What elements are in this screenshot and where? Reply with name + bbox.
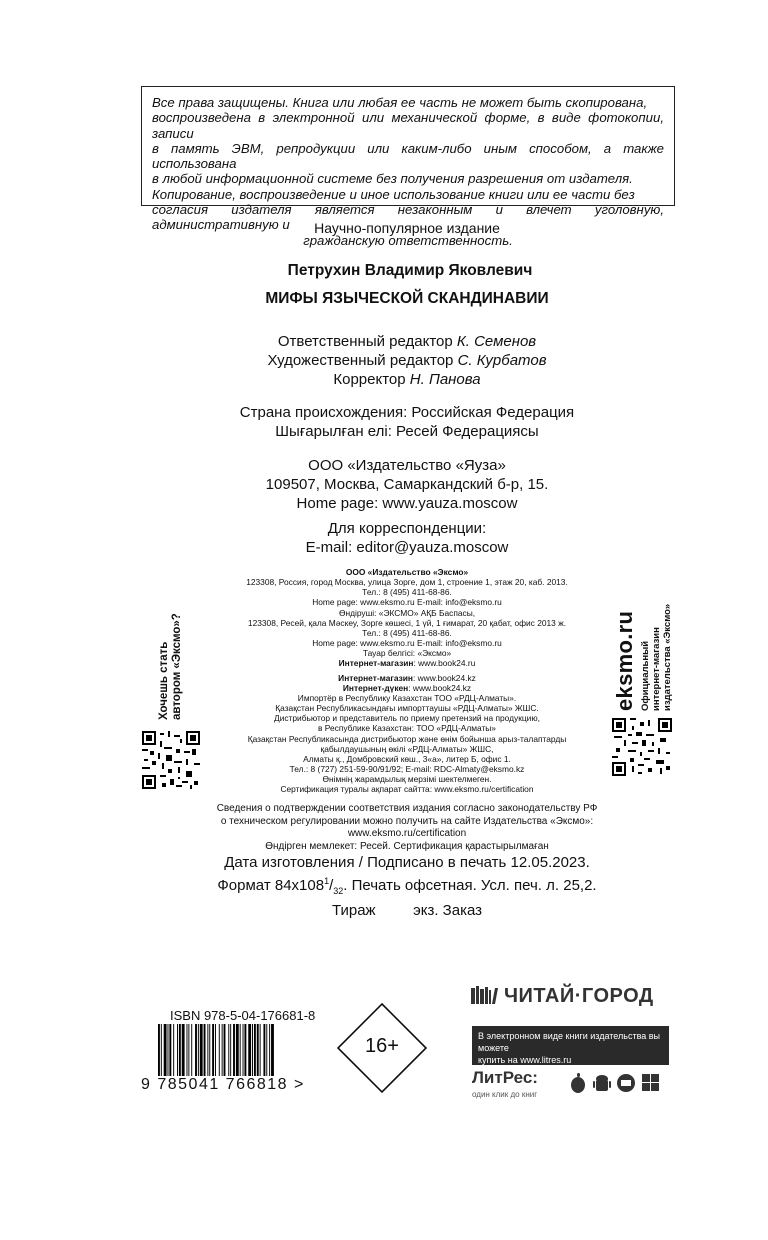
author-promo: Хочешь стать автором «Эксмо»? (158, 613, 183, 720)
platform-icons (568, 1072, 668, 1099)
qr-code-author[interactable] (142, 731, 200, 789)
rights-line: Копирование, воспроизведение и иное использование книги или ее части без (152, 186, 635, 202)
rights-line: гражданскую ответственность. (303, 232, 513, 248)
bookshelf-icon (471, 986, 501, 1010)
country-of-origin: Страна происхождения: Российская Федерация Шығарылған елі: Ресей Федерациясы (239, 404, 575, 440)
eksmo-brand: eksmo.ru (612, 610, 637, 711)
credit-editor: Ответственный редактор К. Семенов (277, 333, 537, 350)
rights-line: в любой информационной системе без получения разрешения от издателя. (152, 171, 633, 187)
isbn: ISBN 978-5-04-176681-8 (170, 1008, 316, 1023)
rights-line: воспроизведена в электронной или механической форме, в виде фотокопии, записи (152, 110, 664, 141)
certification-info: Сведения о подтверждении соответствия издания согласно законодательству РФ о техническом регулировании можно получить на сайте Издательства «Эксмо»: www.eksmo.ru/certification Өндірген мемлекет: Ресей. Сертификация қарастырылмаған (216, 803, 598, 852)
eksmo-shop-label: Официальный интернет-магазин издательства «Эксмо» (640, 603, 673, 711)
chitai-gorod-logo: ЧИТАЙ·ГОРОД (471, 985, 654, 1010)
publisher-info: ООО «Издательство «Яуза» 109507, Москва, Самаркандский б-р, 15. Home page: www.yauza.moscow (265, 457, 549, 512)
imprint: ООО «Издательство «Эксмо» 123308, Россия, город Москва, улица Зорге, дом 1, строение 1, этаж 20, каб. 2013. Тел.: 8 (495) 411-68-86. Home page: www.eksmo.ru E-mail: info@eksmo.ru Өндіруші: «ЭКСМО» АҚБ Баспасы, 123308, Ресей, қала Мәскеу, Зорге көшесі, 1 үй, 1 ғимарат, 20 қабат, офис 2013 ж. Тел.: 8 (495) 411-68-86. Home page: www.eksmo.ru E-mail: info@eksmo.ru Тауар белгісі: «Эксмо» Интернет-магазин: www.book24.ru Интернет-магазин: www.book24.kz Интернет-дүкен: www.book24.kz Импортёр в Республику Казахстан ТОО «РДЦ-Алматы». Қазақстан Республикасындағы импорттаушы «РДЦ-Алматы» ЖШС. Дистрибьютор и представитель по приему претензий на продукцию, в Республике Казахстан: ТОО «РДЦ-Алматы» Қазақстан Республикасында дистрибьютор және өнім бойынша арыз-талаптарды қабылдаушының өкілі «РДЦ-Алматы» ЖШС, Алматы қ., Домбровский көш., 3«а», литер Б, офис 1. Тел.: 8 (727) 251-59-90/91/92; E-mail: RDC-Almaty@eksmo.kz Өнімнің жарамдылық мерзімі шектелмеген. Сертификация туралы ақпарат сайтта: www.eksmo.ru/certification (246, 567, 568, 795)
windows-phone-icon (617, 1074, 635, 1092)
apple-icon (571, 1073, 585, 1093)
book-title: МИФЫ ЯЗЫЧЕСКОЙ СКАНДИНАВИИ (265, 290, 549, 307)
format-line: Формат $84x108^1/_{32}$. Печать офсетная. Усл. печ. л. 25,2. (217, 876, 597, 896)
rights-line: в память ЭВМ, репродукции или каким-либо иным способом, а также использована (152, 140, 664, 172)
print-info: Дата изготовления / Подписано в печать 12.05.2023. Формат $84x108^1/_{32}$. Печать офсетная. Усл. печ. л. 25,2. Тираж экз. Заказ (0, 853, 768, 920)
litres-tagline: один клик до книг (472, 1090, 538, 1099)
litres-logo: ЛитРес: (472, 1068, 538, 1087)
credit-corrector: Корректор Н. Панова (333, 371, 481, 388)
correspondence: Для корреспонденции: E-mail: editor@yauza.moscow (305, 520, 509, 556)
windows-icon (642, 1074, 659, 1091)
credit-art-editor: Художественный редактор С. Курбатов (267, 352, 547, 369)
android-icon (593, 1075, 611, 1091)
author: Петрухин Владимир Яковлевич (287, 262, 533, 279)
rights-line: Все права защищены. Книга или любая ее часть не может быть скопирована, (152, 95, 648, 110)
age-rating: 16+ (365, 1035, 399, 1057)
qr-code-shop[interactable] (612, 718, 672, 776)
credits (0, 332, 768, 389)
barcode (158, 1024, 298, 1076)
litres-banner: В электронном виде книги издательства вы можете купить на www.litres.ru (472, 1026, 669, 1065)
rights-line: согласия издателя является незаконным и влечет уголовную, административную и (152, 202, 664, 233)
barcode-digits: 9 785041 766818 > (141, 1076, 305, 1093)
genre: Научно-популярное издание (314, 220, 500, 236)
